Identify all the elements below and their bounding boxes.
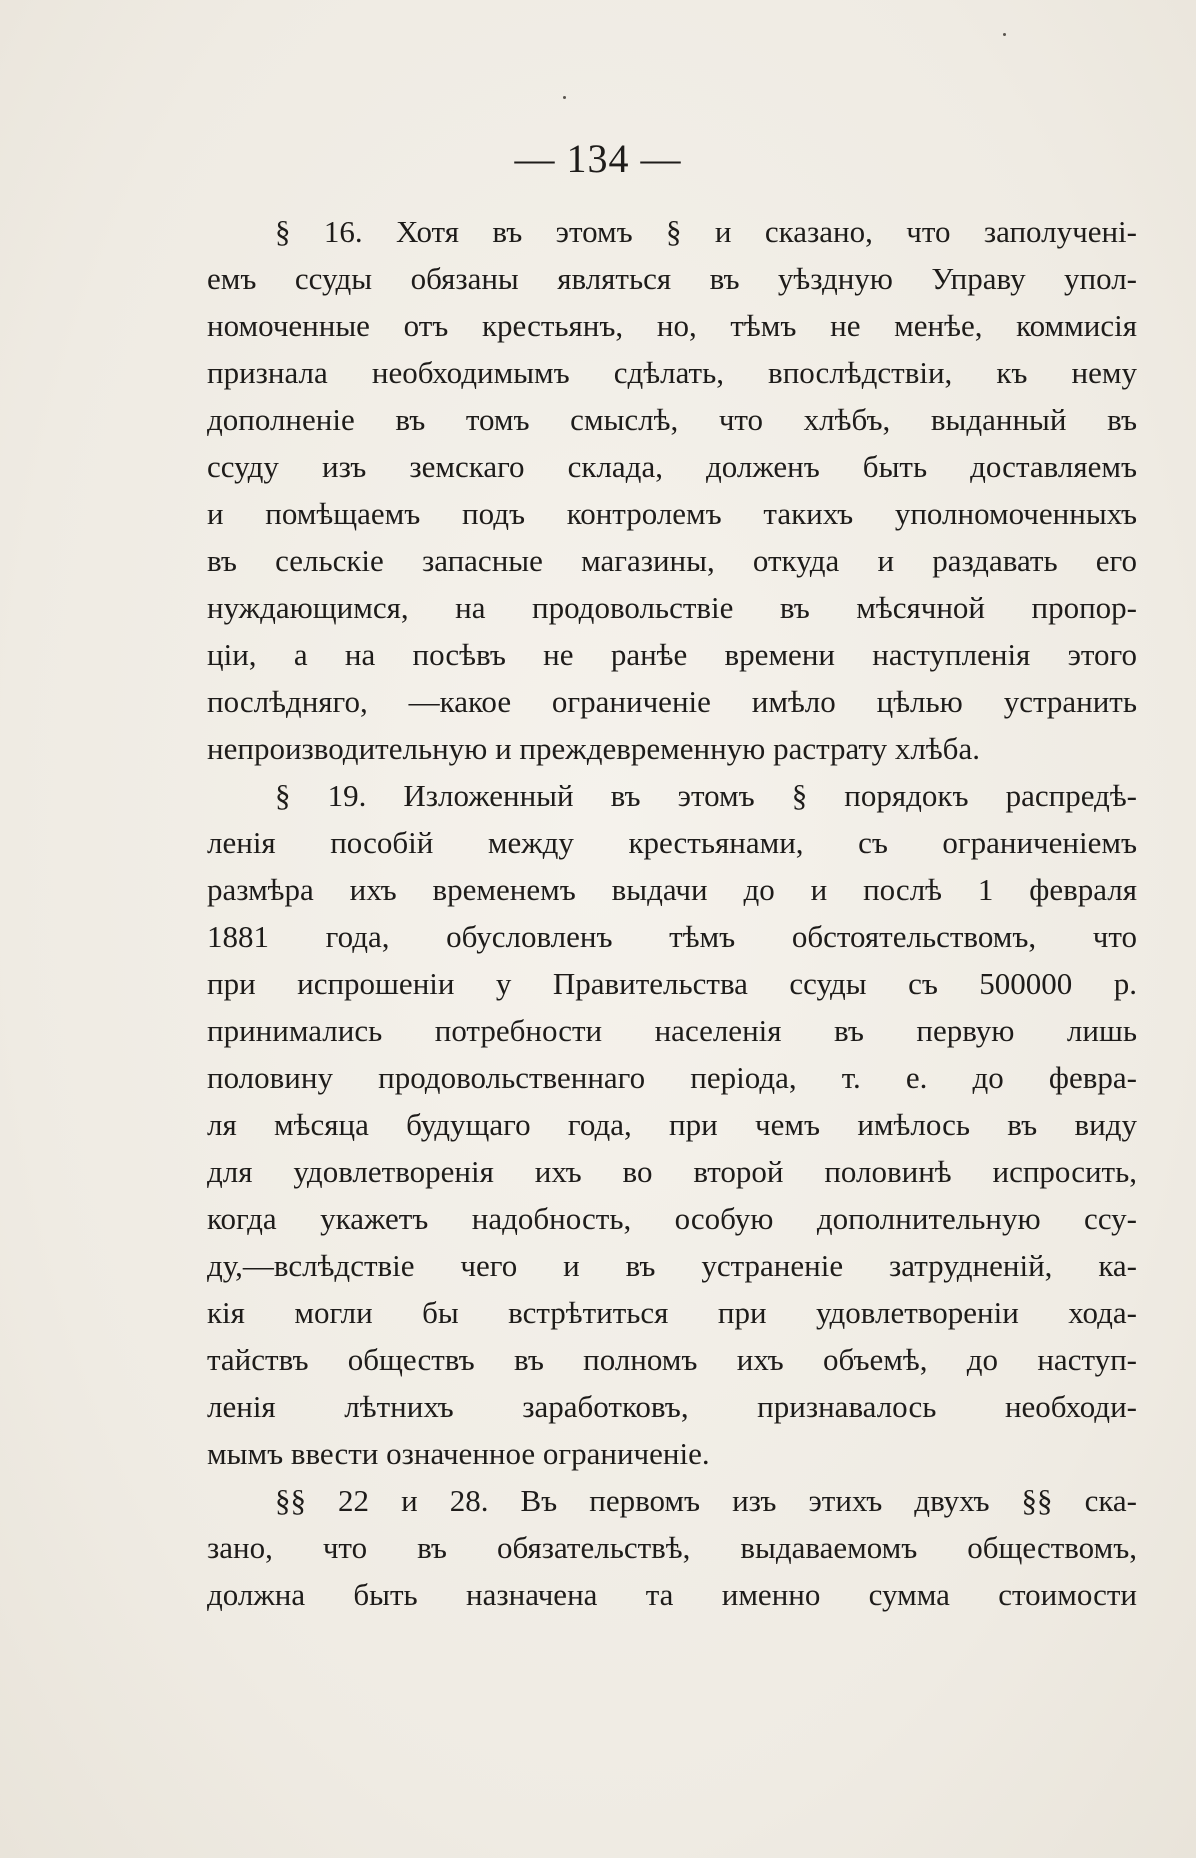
text-line: номоченные отъ крестьянъ, но, тѣмъ не менѣе, коммисія [207, 308, 1137, 343]
body-text [207, 208, 1137, 1618]
page-number: — 134 — [514, 136, 682, 181]
text-line: зано, что въ обязательствѣ, выдаваемомъ обществомъ, [207, 1530, 1137, 1565]
text-line: ціи, а на посѣвъ не ранѣе времени наступленія этого [207, 637, 1137, 672]
text-line: половину продовольственнаго періода, т. е. до февра- [207, 1060, 1137, 1095]
text-line: ленія лѣтнихъ заработковъ, признавалось необходи- [207, 1389, 1137, 1424]
text-line: и помѣщаемъ подъ контролемъ такихъ уполномоченныхъ [207, 496, 1137, 531]
text-line: принимались потребности населенія въ первую лишь [207, 1013, 1137, 1048]
text-line: непроизводительную и преждевременную растрату хлѣба. [207, 731, 980, 766]
text-line: въ сельскіе запасные магазины, откуда и раздавать его [207, 543, 1137, 578]
text-line: тайствъ обществъ въ полномъ ихъ объемѣ, до наступ- [207, 1342, 1137, 1377]
text-line: послѣдняго, —какое ограниченіе имѣло цѣлью устранить [207, 684, 1137, 719]
text-line: нуждающимся, на продовольствіе въ мѣсячной пропор- [207, 590, 1137, 625]
text-line: ля мѣсяца будущаго года, при чемъ имѣлось въ виду [207, 1107, 1137, 1142]
text-line: должна быть назначена та именно сумма стоимости [207, 1577, 1137, 1612]
print-speck [563, 96, 566, 99]
text-line: 1881 года, обусловленъ тѣмъ обстоятельствомъ, что [207, 919, 1137, 954]
text-line: признала необходимымъ сдѣлать, впослѣдствіи, къ нему [207, 355, 1137, 390]
text-line: ссуду изъ земскаго склада, долженъ быть доставляемъ [207, 449, 1137, 484]
text-line: для удовлетворенія ихъ во второй половинѣ испросить, [207, 1154, 1137, 1189]
text-line: ду,—вслѣдствіе чего и въ устраненіе затрудненій, ка- [207, 1248, 1137, 1283]
print-speck [1003, 33, 1006, 36]
text-line: дополненіе въ томъ смыслѣ, что хлѣбъ, выданный въ [207, 402, 1137, 437]
text-line: размѣра ихъ временемъ выдачи до и послѣ 1 февраля [207, 872, 1137, 907]
text-line: при испрошеніи у Правительства ссуды съ 500000 р. [207, 966, 1137, 1001]
text-line: когда укажетъ надобность, особую дополнительную ссу- [207, 1201, 1137, 1236]
text-line: §§ 22 и 28. Въ первомъ изъ этихъ двухъ §§ ска- [275, 1483, 1137, 1518]
text-line: кія могли бы встрѣтиться при удовлетвореніи хода- [207, 1295, 1137, 1330]
text-line: § 19. Изложенный въ этомъ § порядокъ распредѣ- [275, 778, 1137, 813]
text-line: мымъ ввести означенное ограниченіе. [207, 1436, 710, 1471]
text-line: емъ ссуды обязаны являться въ уѣздную Управу упол- [207, 261, 1137, 296]
text-line: ленія пособій между крестьянами, съ ограниченіемъ [207, 825, 1137, 860]
text-line: § 16. Хотя въ этомъ § и сказано, что заполучені- [275, 214, 1137, 249]
